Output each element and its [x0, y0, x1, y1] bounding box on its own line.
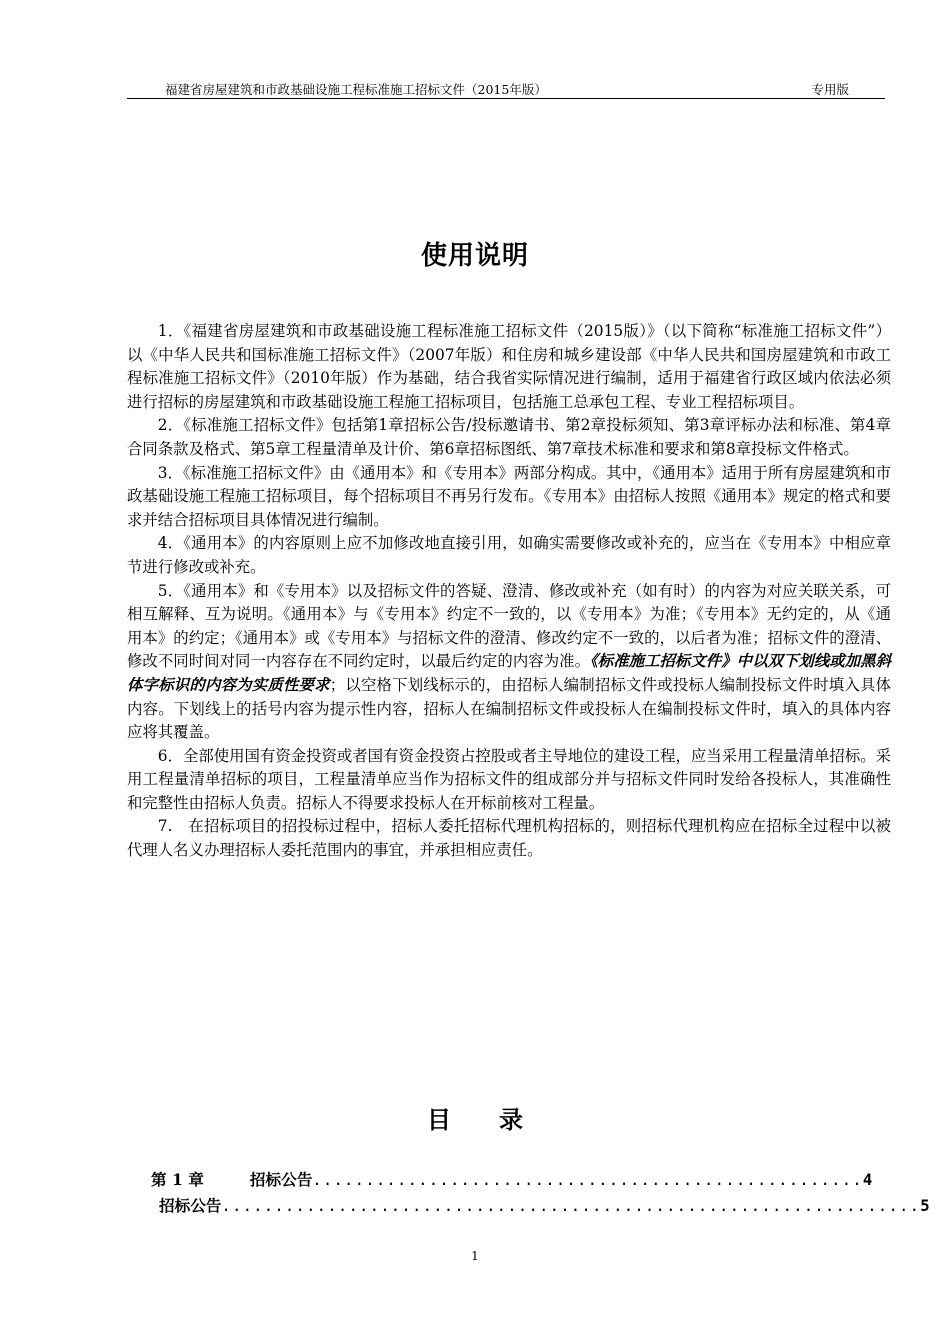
paragraph-5	[127, 580, 891, 745]
toc-page-number: 4	[862, 1171, 873, 1189]
paragraph-3: 3．《标准施工招标文件》由《通用本》和《专用本》两部分构成。其中，《通用本》适用于所有房屋建筑和市政基础设施工程施工招标项目，每个招标项目不再另行发布。《专用本》由招标人按照《通用本》规定的格式和要求并结合招标项目具体情况进行编制。	[127, 463, 891, 529]
paragraph-2: 2．《标准施工招标文件》包括第1章招标公告/投标邀请书、第2章投标须知、第3章评标办法和标准、第4章合同条款及格式、第5章工程量清单及计价、第6章招标图纸、第7章技术标准和要求和第8章投标文件格式。	[127, 416, 891, 458]
paragraph-5-tail: ；以空格下划线标示的，由招标人编制招标文件或投标人编制投标文件时填入具体内容。下划线上的括号内容为提示性内容，招标人在编制招标文件或投标人在编制投标文件时，填入的具体内容应将其覆盖。	[127, 675, 891, 742]
substantive-requirement-note: 《标准施工招标文件》中以双下划线或加黑斜体字标识的内容为实质性要求	[127, 652, 891, 694]
toc-page-number: 5	[920, 1197, 930, 1215]
paragraph-1: 1．《福建省房屋建筑和市政基础设施工程标准施工招标文件（2015版）》（以下简称“标准施工招标文件”）以《中华人民共和国标准施工招标文件》（2007年版）和住房和城乡建设部《中华人民共和国房屋建筑和市政工程标准施工招标文件》（2010年版）作为基础，结合我省实际情况进行编制，适用于福建省行政区域内依法必须进行招标的房屋建筑和市政基础设施工程施工招标项目，包括施工总承包工程、专业工程招标项目。	[127, 322, 891, 411]
paragraph-4: 4．《通用本》的内容原则上应不加修改地直接引用，如确实需要修改或补充的，应当在《专用本》中相应章节进行修改或补充。	[127, 534, 891, 576]
paragraph-5-text: 5．《通用本》和《专用本》以及招标文件的答疑、澄清、修改或补充（如有时）的内容为对应关联关系，可相互解释、互为说明。《通用本》与《专用本》约定不一致的，以《专用本》为准；《专用本》无约定的，从《通用本》的约定；《通用本》或《专用本》与招标文件的澄清、修改约定不一致的，以后者为准；招标文件的澄清、修改不同时间对同一内容存在不同约定时，以最后约定的内容为准。	[127, 581, 891, 671]
toc-title: 目 录	[427, 1106, 523, 1134]
paragraph-7: 7. 在招标项目的招投标过程中，招标人委托招标代理机构招标的，则招标代理机构应在招标全过程中以被代理人名义办理招标人委托范围内的事宜，并承担相应责任。	[127, 817, 891, 860]
toc-entry-section[interactable]	[159, 1194, 930, 1216]
toc-entry-title: 招标公告	[249, 1170, 313, 1189]
usage-body	[127, 320, 891, 863]
toc-entry-title: 招标公告	[159, 1196, 222, 1215]
paragraph-6: 6．全部使用国有资金投资或者国有资金投资占控股或者主导地位的建设工程，应当采用工程量清单招标。采用工程量清单招标的项目，工程量清单应当作为招标文件的组成部分并与招标文件同时发给各投标人，其准确性和完整性由招标人负责。招标人不得要求投标人在开标前核对工程量。	[127, 746, 891, 812]
header-title: 福建省房屋建筑和市政基础设施工程标准施工招标文件（2015年版）	[165, 82, 547, 97]
toc-leader-dots: ....................................................	[312, 1171, 863, 1189]
toc-chapter-label: 第 1 章	[151, 1170, 204, 1189]
toc-entry-chapter-1[interactable]	[151, 1168, 872, 1190]
usage-title: 使用说明	[420, 241, 529, 271]
header-edition: 专用版	[811, 82, 849, 97]
toc-leader-dots: ..................................................................	[221, 1197, 921, 1215]
page-number: 1	[471, 1249, 479, 1263]
page-header	[127, 78, 885, 99]
